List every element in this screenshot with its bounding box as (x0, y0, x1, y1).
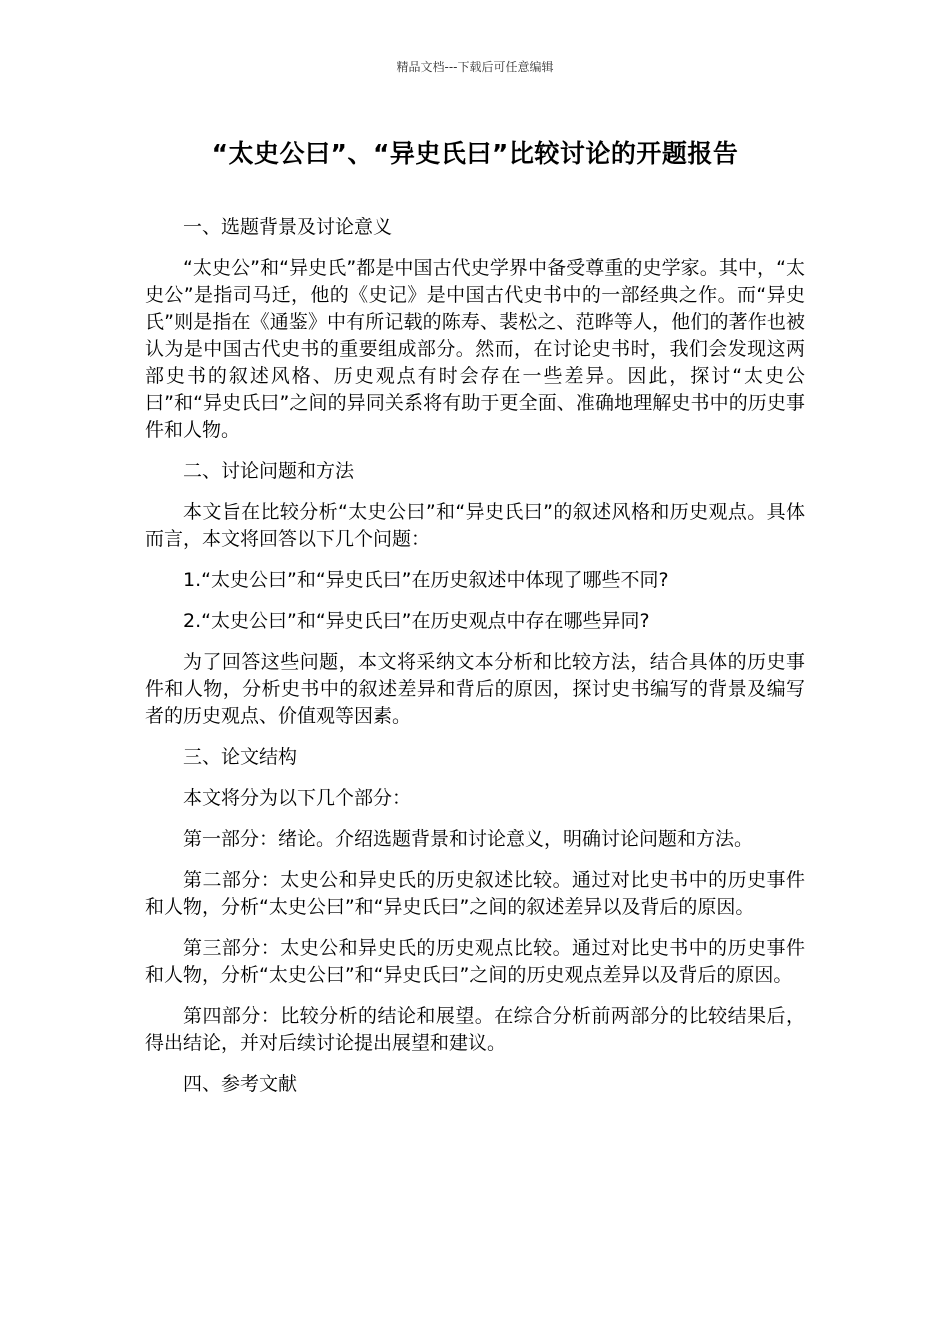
section-heading-structure: 三、论文结构 (183, 746, 298, 768)
document-title: “太史公曰”、“异史氏曰”比较讨论的开题报告 (211, 139, 739, 168)
question-item-1: 1.“太史公曰”和“异史氏曰”在历史叙述中体现了哪些不同? (183, 569, 669, 591)
section-heading-background: 一、选题背景及讨论意义 (183, 216, 393, 238)
structure-part-4: 第四部分：比较分析的结论和展望。在综合分析前两部分的比较结果后，得出结论，并对后续讨论提出展望和建议。 (145, 1005, 805, 1054)
paragraph-structure-intro: 本文将分为以下几个部分： (183, 787, 412, 809)
section-heading-references: 四、参考文献 (183, 1073, 298, 1095)
structure-part-2: 第二部分：太史公和异史氏的历史叙述比较。通过对比史书中的历史事件和人物，分析“太史公曰”和“异史氏曰”之间的叙述差异以及背后的原因。 (145, 869, 805, 918)
section-heading-questions: 二、讨论问题和方法 (183, 460, 355, 482)
structure-part-1: 第一部分：绪论。介绍选题背景和讨论意义，明确讨论问题和方法。 (183, 828, 754, 850)
paragraph-aim: 本文旨在比较分析“太史公曰”和“异史氏曰”的叙述风格和历史观点。具体而言，本文将回答以下几个问题： (145, 501, 805, 550)
structure-part-3: 第三部分：太史公和异史氏的历史观点比较。通过对比史书中的历史事件和人物，分析“太史公曰”和“异史氏曰”之间的历史观点差异以及背后的原因。 (145, 937, 805, 986)
document-body (145, 214, 805, 1112)
paragraph-background: “太史公”和“异史氏”都是中国古代史学界中备受尊重的史学家。其中，“太史公”是指司马迁，他的《史记》是中国古代史书中的一部经典之作。而“异史氏”则是指在《通鉴》中有所记载的陈寿、裴松之、范晔等人，他们的著作也被认为是中国古代史书的重要组成部分。然而，在讨论史书时，我们会发现这两部史书的叙述风格、历史观点有时会存在一些差异。因此，探讨“太史公曰”和“异史氏曰”之间的异同关系将有助于更全面、准确地理解史书中的历史事件和人物。 (145, 257, 805, 441)
paragraph-method: 为了回答这些问题，本文将采纳文本分析和比较方法，结合具体的历史事件和人物，分析史书中的叙述差异和背后的原因，探讨史书编写的背景及编写者的历史观点、价值观等因素。 (145, 651, 805, 727)
question-item-2: 2.“太史公曰”和“异史氏曰”在历史观点中存在哪些异同? (183, 610, 650, 632)
header-note: 精品文档---下载后可任意编辑 (396, 60, 554, 74)
